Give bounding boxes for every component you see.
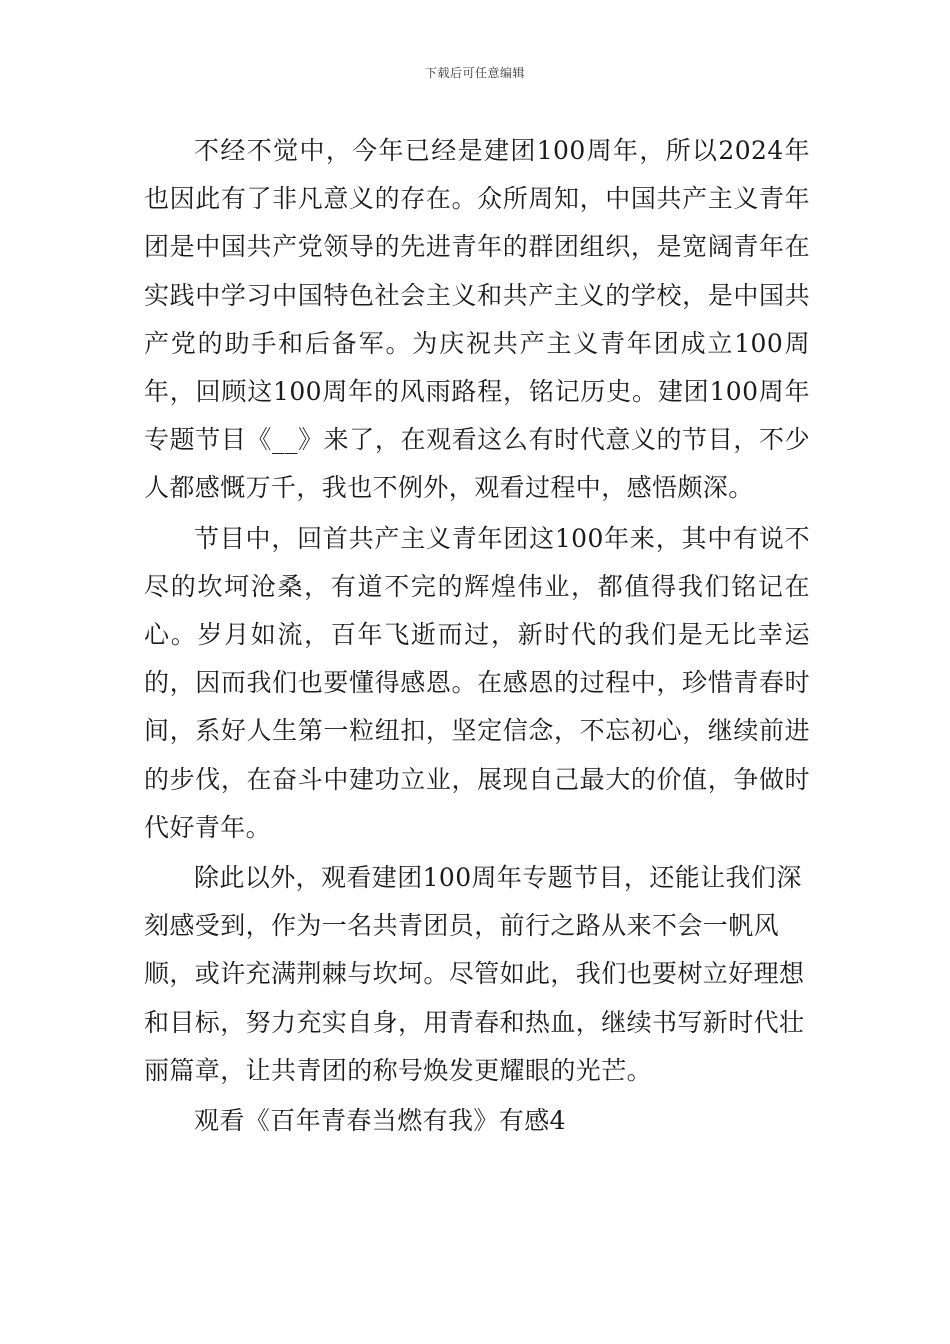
paragraph-2: 节目中，回首共产主义青年团这100年来，其中有说不尽的坎坷沧桑，有道不完的辉煌伟业，都值得我们铭记在心。岁月如流，百年飞逝而过，新时代的我们是无比幸运的，因而我们也要懂得感恩。在感恩的过程中，珍惜青春时间，系好人生第一粒纽扣，坚定信念，不忘初心，继续前进的步伐，在奋斗中建功立业，展现自己最大的价值，争做时代好青年。 — [144, 523, 810, 842]
next-section-title: 观看《百年青春当燃有我》有感4 — [194, 1106, 566, 1136]
document-body — [144, 127, 810, 1147]
paragraph-3: 除此以外，观看建团100周年专题节目，还能让我们深刻感受到，作为一名共青团员，前行之路从来不会一帆风顺，或许充满荆棘与坎坷。尽管如此，我们也要树立好理想和目标，努力充实自身，用青春和热血，继续书写新时代壮丽篇章，让共青团的称号焕发更耀眼的光芒。 — [144, 863, 805, 1085]
paragraph-1: 不经不觉中，今年已经是建团100周年，所以2024年也因此有了非凡意义的存在。众所周知，中国共产主义青年团是中国共产党领导的先进青年的群团组织，是宽阔青年在实践中学习中国特色社会主义和共产主义的学校，是中国共产党的助手和后备军。为庆祝共产主义青年团成立100周年，回顾这100周年的风雨路程，铭记历史。建团100周年专题节目《__》来了，在观看这么有时代意义的节目，不少人都感慨万千，我也不例外，观看过程中，感悟颇深。 — [144, 136, 810, 503]
header-note: 下载后可任意编辑 — [424, 66, 525, 80]
